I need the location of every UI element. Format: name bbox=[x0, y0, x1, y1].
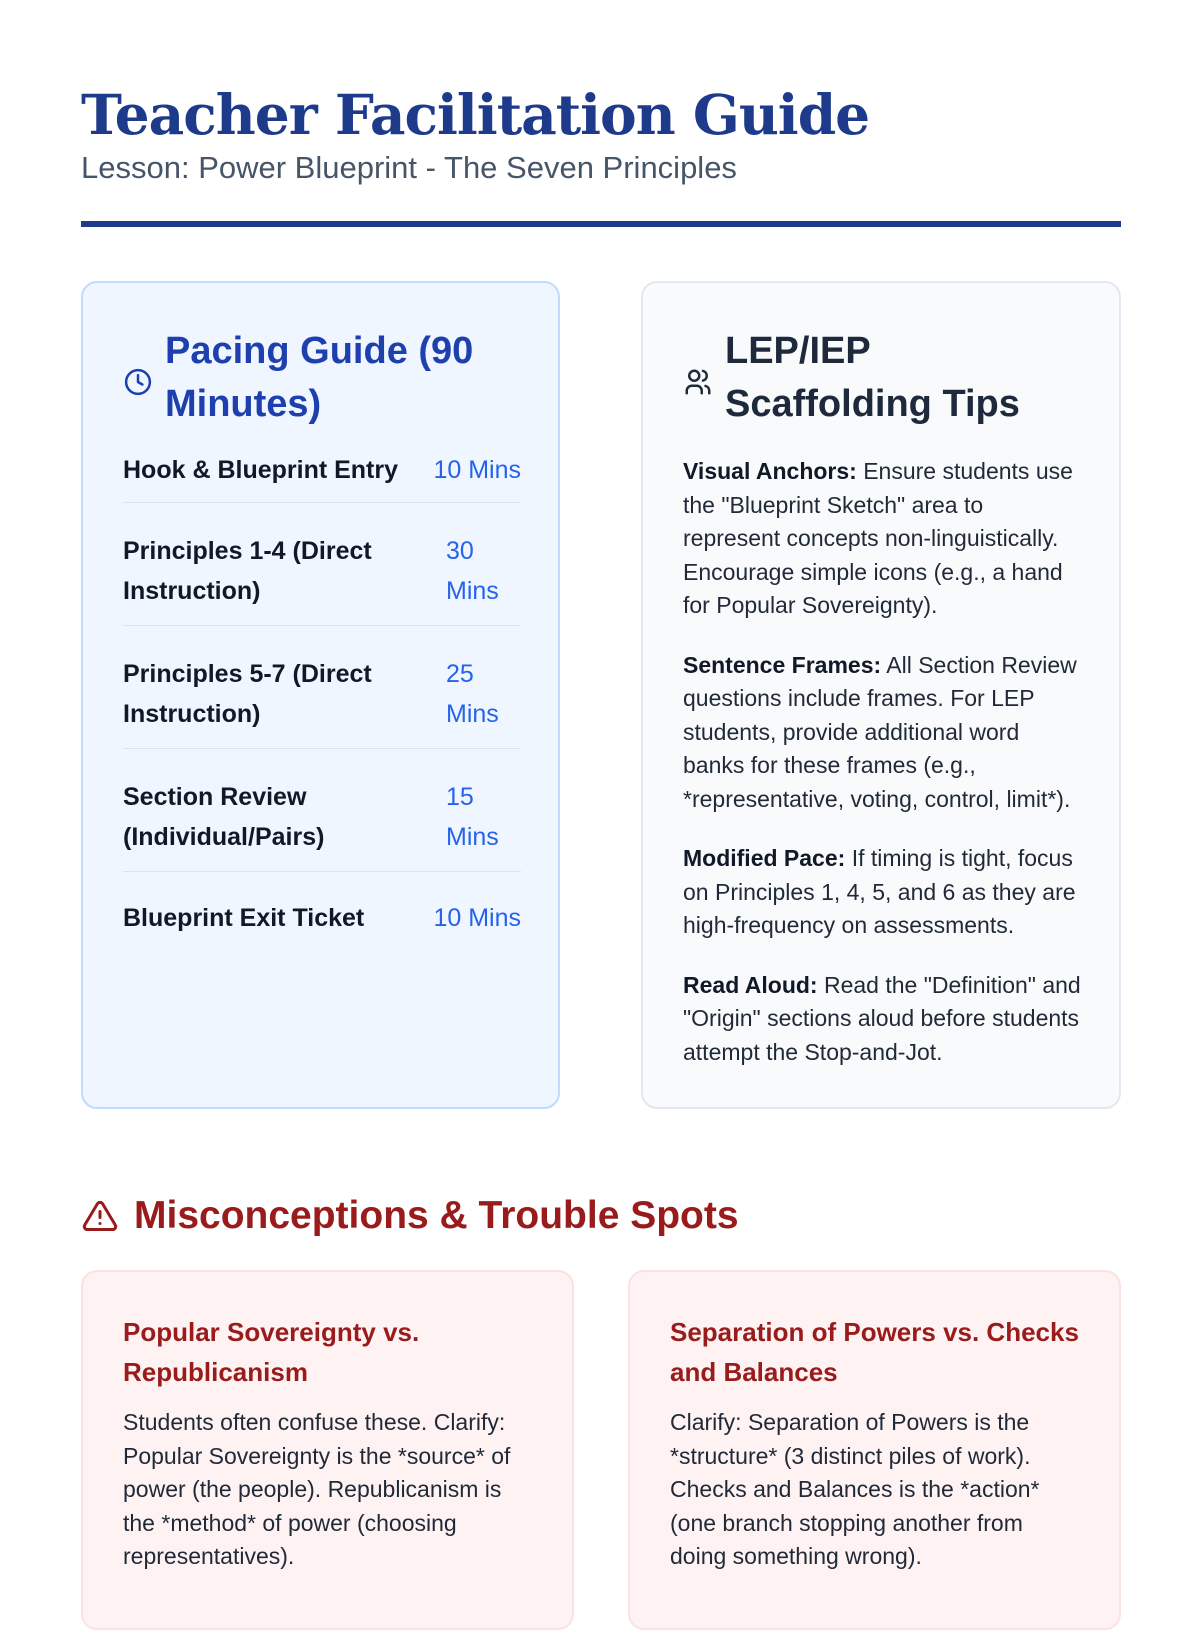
pacing-guide-title: Pacing Guide (90 Minutes) bbox=[165, 330, 474, 425]
pacing-row bbox=[123, 626, 521, 749]
tip-text: All Section Review questions include frames. For LEP students, provide additional word banks for these frames (e.g., *representative, voting, control, limit*). bbox=[683, 651, 1077, 812]
pacing-list bbox=[123, 450, 521, 938]
pacing-row bbox=[123, 872, 521, 938]
scaffolding-tips-title: LEP/IEP Scaffolding Tips bbox=[725, 330, 1020, 425]
pacing-row-label: Hook & Blueprint Entry bbox=[123, 456, 399, 484]
misconception-card bbox=[81, 1270, 574, 1630]
pacing-row bbox=[123, 749, 521, 872]
misconception-title: Separation of Powers vs. Checks and Balances bbox=[670, 1317, 1079, 1387]
page-title: Teacher Facilitation Guide bbox=[81, 82, 870, 147]
tip-text: If timing is tight, focus on Principles 1, 4, 5, and 6 as they are high-frequency on assessments. bbox=[683, 845, 1076, 938]
pacing-row-time: 15 Mins bbox=[446, 783, 499, 851]
tip-label: Modified Pace: bbox=[683, 845, 846, 871]
page-subtitle: Lesson: Power Blueprint - The Seven Principles bbox=[81, 150, 737, 185]
misconception-title: Popular Sovereignty vs. Republicanism bbox=[123, 1317, 420, 1387]
pacing-row-label: Principles 5-7 (Direct Instruction) bbox=[123, 660, 372, 728]
pacing-row bbox=[123, 450, 521, 503]
tip-item bbox=[683, 842, 1083, 943]
pacing-row-label: Blueprint Exit Ticket bbox=[123, 904, 365, 932]
tip-item bbox=[683, 455, 1083, 623]
pacing-row-label: Section Review (Individual/Pairs) bbox=[123, 783, 325, 851]
pacing-row-time: 10 Mins bbox=[433, 456, 521, 484]
misconceptions-title: Misconceptions & Trouble Spots bbox=[134, 1194, 739, 1237]
pacing-row-time: 25 Mins bbox=[446, 660, 499, 728]
pacing-row-time: 10 Mins bbox=[433, 904, 521, 932]
warning-icon bbox=[81, 1198, 119, 1234]
misconception-text: Clarify: Separation of Powers is the *structure* (3 distinct piles of work). Checks and Balances is the *action* (one branch stopping another from doing something wrong). bbox=[670, 1409, 1040, 1569]
misconception-text: Students often confuse these. Clarify: Popular Sovereignty is the *source* of power (the people). Republicanism is the *method* of power (choosing representatives). bbox=[123, 1409, 511, 1569]
misconceptions-header bbox=[81, 1190, 781, 1242]
pacing-guide-card bbox=[81, 281, 560, 1109]
tip-label: Visual Anchors: bbox=[683, 458, 857, 484]
tip-item bbox=[683, 649, 1083, 817]
pacing-row-label: Principles 1-4 (Direct Instruction) bbox=[123, 537, 372, 605]
scaffolding-tips-card bbox=[641, 281, 1121, 1109]
tip-label: Sentence Frames: bbox=[683, 651, 882, 678]
users-icon bbox=[683, 367, 713, 397]
tip-text: Ensure students use the "Blueprint Sketch" area to represent concepts non-linguistically. Encourage simple icons (e.g., a hand for Popular Sovereignty). bbox=[683, 458, 1073, 618]
scaffolding-tips-list bbox=[683, 455, 1083, 1095]
tip-item bbox=[683, 969, 1083, 1070]
misconception-card bbox=[628, 1270, 1121, 1630]
pacing-row bbox=[123, 503, 521, 626]
pacing-guide-header bbox=[123, 325, 523, 435]
header-divider bbox=[81, 221, 1121, 227]
pacing-row-time: 30 Mins bbox=[446, 537, 499, 605]
tip-text: Read the "Definition" and "Origin" sections aloud before students attempt the Stop-and-Jot. bbox=[683, 971, 1081, 1065]
tip-label: Read Aloud: bbox=[683, 971, 818, 998]
clock-icon bbox=[123, 367, 153, 397]
scaffolding-tips-header bbox=[683, 325, 1083, 435]
